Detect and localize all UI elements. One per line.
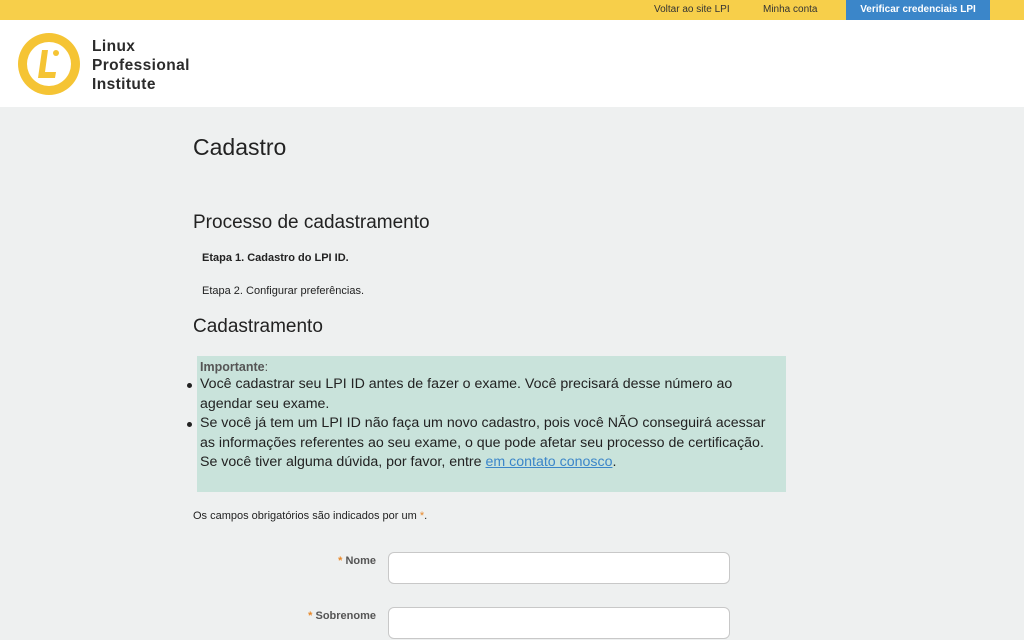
lpi-logo-text[interactable] bbox=[92, 37, 190, 94]
top-bar bbox=[0, 0, 1024, 20]
logo-line-1: Linux bbox=[92, 38, 136, 55]
page-title: Cadastro bbox=[193, 134, 287, 160]
process-heading: Processo de cadastramento bbox=[193, 212, 430, 233]
notice-item-1: Você cadastrar seu LPI ID antes de fazer o exame. Você precisará desse número ao agendar seu exame. bbox=[200, 375, 780, 414]
notice-item-2: Se você já tem um LPI ID não faça um novo cadastro, pois você NÃO conseguirá acessar as informações referentes ao seu exame, o que pode afetar seu processo de certificação. Se você tiver alguma dúvida, por favor, entre em contato conosco. bbox=[200, 414, 780, 473]
last-name-input[interactable] bbox=[388, 607, 730, 639]
required-star: * bbox=[419, 510, 425, 522]
required-fields-note: Os campos obrigatórios são indicados por um *. bbox=[193, 510, 428, 522]
site-header bbox=[0, 20, 1024, 107]
logo-line-3: Institute bbox=[92, 76, 156, 93]
lpi-logo-icon[interactable] bbox=[18, 33, 80, 95]
notice-list bbox=[200, 375, 780, 473]
verify-credentials-button[interactable]: Verificar credenciais LPI bbox=[846, 0, 990, 20]
first-name-label: * Nome bbox=[338, 555, 376, 567]
important-label: Importante: bbox=[200, 360, 269, 374]
important-notice bbox=[197, 356, 786, 492]
last-name-label: * Sobrenome bbox=[308, 610, 376, 622]
logo-line-2: Professional bbox=[92, 57, 190, 74]
step-2: Etapa 2. Configurar preferências. bbox=[202, 285, 365, 297]
my-account-link[interactable]: Minha conta bbox=[763, 4, 818, 15]
back-to-lpi-link[interactable]: Voltar ao site LPI bbox=[654, 4, 730, 15]
step-1: Etapa 1. Cadastro do LPI ID. bbox=[202, 252, 349, 264]
first-name-input[interactable] bbox=[388, 552, 730, 584]
registration-heading: Cadastramento bbox=[193, 316, 323, 337]
contact-us-link[interactable]: em contato conosco bbox=[485, 454, 613, 470]
